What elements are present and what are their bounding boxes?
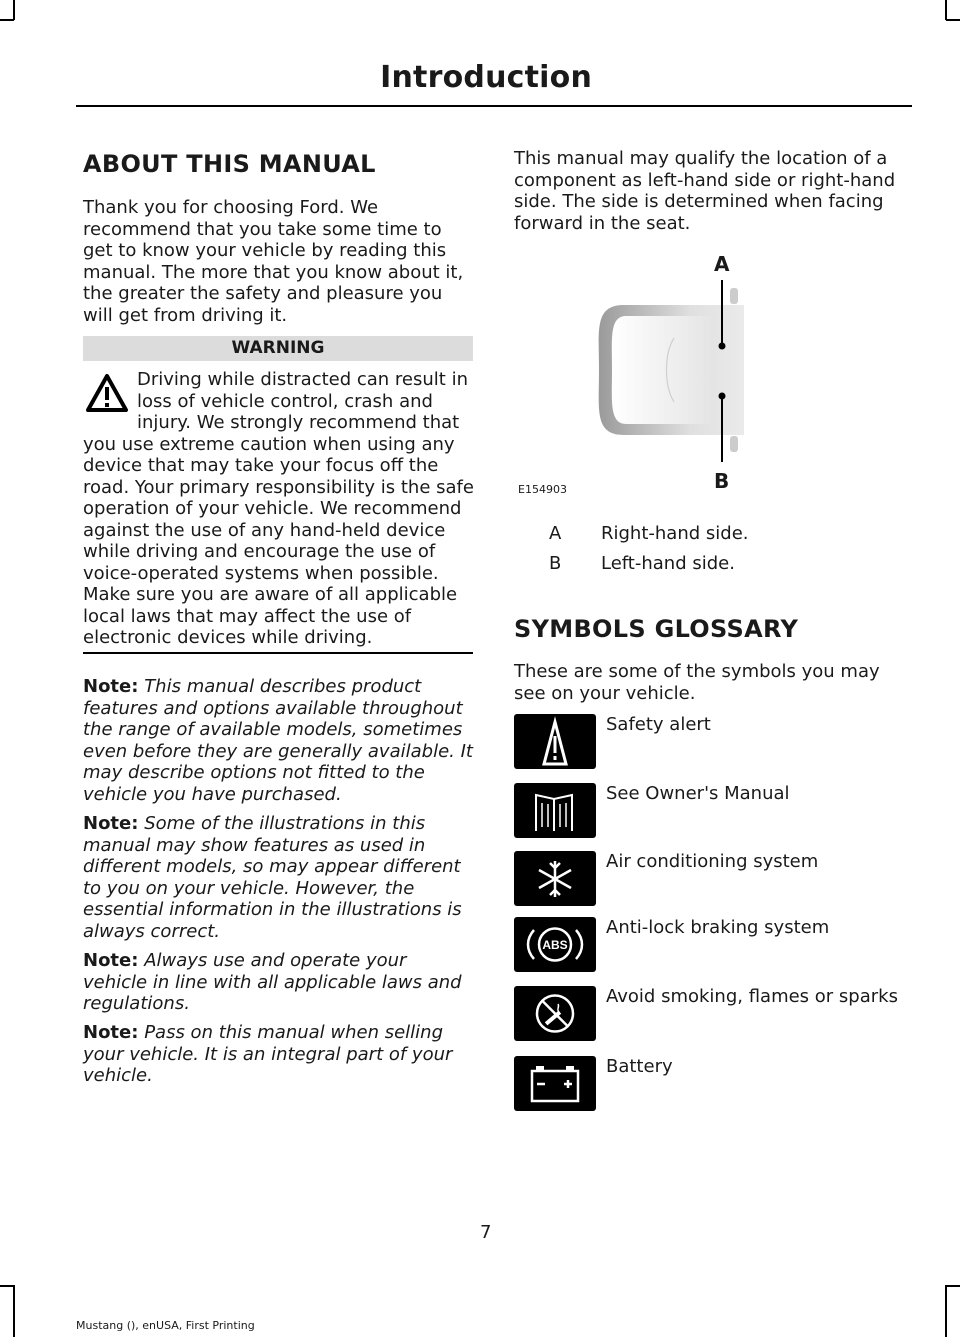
crop-mark xyxy=(0,1285,14,1287)
note-label: Note: xyxy=(83,813,139,834)
legend-key: B xyxy=(549,553,562,574)
crop-mark xyxy=(946,19,960,21)
note-text: Some of the illustrations in this manual may show features as used in different models, so may appear different to you on your vehicle. However, the essential information in the illustrations is always correct. xyxy=(83,813,462,942)
note-4 xyxy=(83,1022,475,1087)
warning-divider xyxy=(83,652,473,654)
note-label: Note: xyxy=(83,676,139,697)
warning-block xyxy=(83,369,475,649)
section-heading-about: ABOUT THIS MANUAL xyxy=(83,150,376,178)
warning-label: WARNING xyxy=(83,336,473,361)
symbol-label: Air conditioning system xyxy=(606,851,819,872)
legend-key: A xyxy=(549,523,562,544)
note-3 xyxy=(83,950,475,1015)
crop-mark xyxy=(945,1285,947,1337)
note-text: Pass on this manual when selling your vehicle. It is an integral part of your vehicle. xyxy=(83,1022,453,1086)
crop-mark xyxy=(946,1285,960,1287)
page-title: Introduction xyxy=(380,60,592,95)
svg-text:ABS: ABS xyxy=(542,938,568,952)
intro-paragraph: Thank you for choosing Ford. We recommend that you take some time to get to know your vehicle by reading this manual. The more that you know about it, the greater the safety and pleasure you will get from driving it. xyxy=(83,197,464,326)
side-intro-paragraph: This manual may qualify the location of a component as left-hand side or right-hand side. The side is determined when facing forward in the seat. xyxy=(514,148,896,234)
glossary-intro: These are some of the symbols you may see on your vehicle. xyxy=(514,661,880,704)
crop-mark xyxy=(13,1285,15,1337)
legend-text: Right-hand side. xyxy=(601,523,749,544)
no-smoking-icon xyxy=(514,986,596,1041)
note-text: Always use and operate your vehicle in line with all applicable laws and regulations. xyxy=(83,950,462,1014)
page-number: 7 xyxy=(480,1222,492,1243)
symbol-label: See Owner's Manual xyxy=(606,783,790,804)
owners-manual-icon xyxy=(514,783,596,838)
crop-mark xyxy=(13,0,15,20)
footer-edition: Mustang (), enUSA, First Printing xyxy=(76,1319,255,1332)
warning-text: Driving while distracted can result in loss of vehicle control, crash and injury. We strongly recommend that you use extreme caution when using any device that may take your focus off the road. Your primary responsibility is the safe operation of your vehicle. We recommend against the use of any hand-held device while driving and encourage the use of voice-operated systems when possible. Make sure you are aware of all applicable local laws that may affect the use of electronic devices while driving. xyxy=(83,369,474,648)
figure-code: E154903 xyxy=(518,483,567,496)
symbol-label: Battery xyxy=(606,1056,673,1077)
callout-a: A xyxy=(714,252,730,276)
header-rule xyxy=(76,105,912,107)
note-2 xyxy=(83,813,475,942)
car-side-figure xyxy=(514,250,744,500)
note-label: Note: xyxy=(83,950,139,971)
note-label: Note: xyxy=(83,1022,139,1043)
crop-mark xyxy=(945,0,947,20)
crop-mark xyxy=(0,19,14,21)
symbol-label: Anti-lock braking system xyxy=(606,917,830,938)
symbol-label: Safety alert xyxy=(606,714,711,735)
section-heading-glossary: SYMBOLS GLOSSARY xyxy=(514,615,799,643)
battery-icon xyxy=(514,1056,596,1111)
warning-triangle-icon xyxy=(83,369,137,433)
legend-text: Left-hand side. xyxy=(601,553,735,574)
air-conditioning-icon xyxy=(514,851,596,906)
symbol-label: Avoid smoking, flames or sparks xyxy=(606,986,898,1007)
note-1 xyxy=(83,676,475,805)
abs-icon xyxy=(514,917,596,972)
note-text: This manual describes product features and options available throughout the range of available models, sometimes even before they are generally available. It may describe options not fitted to the vehicle you have purchased. xyxy=(83,676,473,805)
safety-alert-icon xyxy=(514,714,596,769)
callout-b: B xyxy=(714,469,730,493)
